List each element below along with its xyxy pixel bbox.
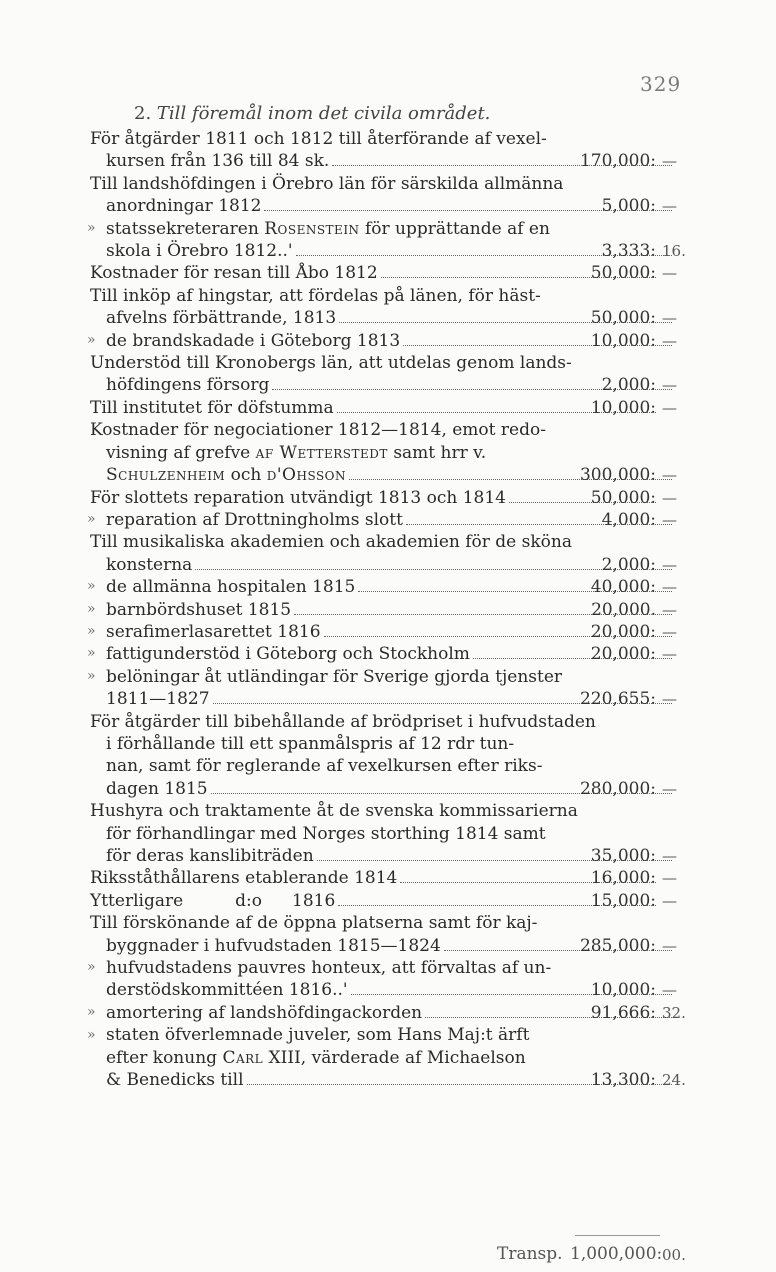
entry-text: staten öfverlemnade juveler, som Hans Maj:t ärft <box>106 1025 530 1046</box>
entry-cents: — <box>662 578 677 597</box>
entry-cents: — <box>662 488 677 507</box>
ledger-entry <box>0 643 776 665</box>
ledger-entry <box>0 800 776 867</box>
entry-year: 1816 <box>292 890 336 911</box>
ledger-entry <box>0 352 776 397</box>
section-heading <box>134 103 490 124</box>
ditto-mark: » <box>87 668 96 685</box>
entry-text: & Benedicks till <box>106 1070 244 1091</box>
entry-cents: — <box>662 466 677 485</box>
entry-text: dagen 1815 <box>106 778 208 799</box>
entry-cents: — <box>662 936 677 955</box>
ditto-abbrev: d:o <box>235 890 263 911</box>
ledger-entries <box>0 128 776 1091</box>
entry-cents: — <box>662 600 677 619</box>
entry-text <box>0 1047 776 1069</box>
person-name: d'Ohsson <box>266 465 347 486</box>
entry-text: reparation af Drottningholms slott <box>106 509 403 530</box>
ledger-entry <box>0 1024 776 1091</box>
entry-amount: 15,000: <box>590 890 656 911</box>
entry-text: Hushyra och traktamente åt de svenska kommissarierna <box>90 801 578 822</box>
ledger-entry <box>0 128 776 173</box>
entry-text: kursen från 136 till 84 sk. <box>106 151 330 172</box>
total-rule <box>575 1235 660 1236</box>
entry-text <box>0 218 776 240</box>
entry-cents: — <box>662 847 677 865</box>
entry-text: För slottets reparation utvändigt 1813 och 1814 <box>90 487 506 508</box>
entry-text: Riksståthållarens etablerande 1814 <box>90 868 398 889</box>
ledger-entry <box>0 419 776 486</box>
entry-amount: 220,655: <box>579 689 656 710</box>
entry-cents: — <box>662 264 677 283</box>
entry-text: serafimerlasarettet 1816 <box>106 621 321 642</box>
ledger-entry <box>0 487 776 509</box>
entry-text: konsterna <box>106 554 193 575</box>
entry-text-leader <box>0 262 658 284</box>
entry-cents: — <box>662 309 677 328</box>
ledger-entry <box>0 576 776 598</box>
ditto-mark: » <box>87 331 96 348</box>
entry-text: skola i Örebro 1812..' <box>106 241 293 262</box>
transport-cents: 00. <box>662 1246 686 1264</box>
transport-label: Transp. <box>497 1244 563 1264</box>
entry-text-part: samt hrr v. <box>387 442 487 463</box>
entry-amount: 10,000: <box>590 397 656 418</box>
ledger-entry <box>0 711 776 801</box>
ledger-entry <box>0 285 776 330</box>
ditto-mark: » <box>87 600 96 617</box>
ledger-entry <box>0 330 776 352</box>
entry-text: de allmänna hospitalen 1815 <box>106 577 356 598</box>
ledger-entry <box>0 218 776 263</box>
entry-text-leader <box>0 867 658 889</box>
entry-cents: — <box>662 690 677 709</box>
entry-cents: — <box>662 555 677 574</box>
entry-amount: 10,000: <box>590 980 656 1001</box>
entry-amount: 285,000: <box>579 935 656 956</box>
entry-cents: 32. <box>662 1003 686 1022</box>
page-number: 329 <box>640 72 682 96</box>
entry-amount: 170,000: <box>579 151 656 172</box>
ledger-entry <box>0 621 776 643</box>
entry-text: 1811—1827 <box>106 689 210 710</box>
entry-cents: 24. <box>662 1071 686 1090</box>
entry-text: amortering af landshöfdingackorden <box>106 1002 423 1023</box>
entry-text: fattigunderstöd i Göteborg och Stockholm <box>106 644 470 665</box>
ditto-mark: » <box>87 1027 96 1044</box>
transport-amount: 1,000,000: <box>570 1244 663 1264</box>
ledger-entry <box>0 262 776 284</box>
entry-cents: — <box>662 398 677 417</box>
entry-text: för förhandlingar med Norges storthing 1814 samt <box>106 823 546 844</box>
entry-amount: 50,000: <box>590 263 656 284</box>
entry-text: Kostnader för negociationer 1812—1814, emot redo- <box>90 420 546 441</box>
entry-amount: 10,000: <box>590 330 656 351</box>
entry-cents: — <box>662 197 677 216</box>
ledger-entry <box>0 890 776 912</box>
ditto-mark: » <box>87 510 96 527</box>
entry-cents: — <box>662 981 677 1000</box>
entry-text <box>90 890 335 912</box>
entry-text <box>0 442 776 464</box>
entry-cents: — <box>662 779 677 798</box>
entry-text <box>106 464 346 486</box>
ditto-mark: » <box>87 959 96 976</box>
entry-amount: 35,000: <box>590 846 656 866</box>
entry-cents: 16. <box>662 242 686 261</box>
entry-text-part: efter konung <box>106 1047 223 1068</box>
ditto-mark: » <box>87 622 96 639</box>
ditto-mark: » <box>87 645 96 662</box>
entry-text: de brandskadade i Göteborg 1813 <box>106 330 401 351</box>
entry-text: Till landshöfdingen i Örebro län för särskilda allmänna <box>90 173 564 194</box>
entry-text: byggnader i hufvudstaden 1815—1824 <box>106 935 441 956</box>
entry-text-part: och <box>225 465 267 486</box>
entry-amount: 16,000: <box>590 868 656 889</box>
entry-cents: — <box>662 510 677 529</box>
entry-amount: 300,000: <box>579 465 656 486</box>
entry-cents: — <box>662 645 677 664</box>
entry-text: derstödskommittéen 1816..' <box>106 980 348 1001</box>
ledger-entry <box>0 509 776 531</box>
entry-text: Till institutet för döfstumma <box>90 397 334 418</box>
entry-amount: 3,333: <box>601 241 656 262</box>
entry-amount: 40,000: <box>590 577 656 598</box>
entry-amount: 20,000: <box>590 644 656 665</box>
person-name: Carl <box>222 1047 264 1068</box>
entry-amount: 5,000: <box>601 196 656 217</box>
entry-text-part: för upprättande af en <box>364 218 550 239</box>
ledger-entry <box>0 173 776 218</box>
person-name: Rosenstein <box>264 218 360 239</box>
ledger-entry <box>0 912 776 957</box>
entry-text-leader <box>0 890 658 912</box>
section-number: 2. <box>134 103 152 124</box>
entry-amount: 13,300: <box>590 1070 656 1091</box>
entry-text-part: visning af grefve <box>106 442 256 463</box>
entry-amount: 20,000. <box>591 599 656 620</box>
ledger-entry <box>0 397 776 419</box>
entry-amount: 4,000: <box>601 509 656 530</box>
ledger-entry <box>0 531 776 576</box>
entry-amount: 50,000: <box>590 487 656 508</box>
entry-amount: 91,666: <box>590 1002 656 1023</box>
entry-text-part: XIII, värderade af Michaelson <box>263 1047 526 1068</box>
ledger-entry <box>0 599 776 621</box>
person-name: af Wetterstedt <box>255 442 388 463</box>
entry-text: Till inköp af hingstar, att fördelas på länen, för häst- <box>90 285 541 306</box>
ledger-entry <box>0 1002 776 1024</box>
entry-text: barnbördshuset 1815 <box>106 599 292 620</box>
entry-text: För åtgärder till bibehållande af brödpriset i hufvudstaden <box>90 711 596 732</box>
entry-text: Understöd till Kronobergs län, att utdelas genom lands- <box>90 353 572 374</box>
entry-amount: 2,000: <box>601 375 656 396</box>
entry-text: Kostnader för resan till Åbo 1812 <box>90 263 378 284</box>
entry-text-leader <box>0 397 658 419</box>
entry-text: afvelns förbättrande, 1813 <box>106 308 337 329</box>
entry-amount: 50,000: <box>590 308 656 329</box>
ditto-mark: » <box>87 1003 96 1020</box>
person-name: Schulzenheim <box>106 465 226 486</box>
entry-cents: — <box>662 376 677 395</box>
entry-text: hufvudstadens pauvres honteux, att förvaltas af un- <box>106 958 552 979</box>
entry-text-leader <box>0 487 658 509</box>
entry-cents: — <box>662 152 677 171</box>
entry-amount: 2,000: <box>601 554 656 575</box>
entry-text-part: statssekreteraren <box>106 218 265 239</box>
entry-cents: — <box>662 331 677 350</box>
entry-cents: — <box>662 869 677 888</box>
ditto-mark: » <box>87 578 96 595</box>
entry-text: höfdingens försorg <box>106 375 270 396</box>
ledger-entry <box>0 867 776 889</box>
entry-text-part: Ytterligare <box>90 890 184 911</box>
entry-cents: — <box>662 622 677 641</box>
ledger-entry <box>0 957 776 1002</box>
ledger-entry <box>0 666 776 711</box>
entry-text: för deras kanslibiträden <box>106 846 314 866</box>
entry-cents: — <box>662 891 677 910</box>
entry-text: belöningar åt utländingar för Sverige gjorda tjenster <box>106 666 563 687</box>
entry-text: anordningar 1812 <box>106 196 262 217</box>
entry-text: Till musikaliska akademien och akademien för de sköna <box>90 532 572 553</box>
entry-text: i förhållande till ett spanmålspris af 12 rdr tun- <box>106 733 515 754</box>
transport-row <box>0 1240 776 1264</box>
entry-text: För åtgärder 1811 och 1812 till återförande af vexel- <box>90 129 547 149</box>
entry-amount: 20,000: <box>590 621 656 642</box>
entry-text: nan, samt för reglerande af vexelkursen efter riks- <box>106 756 543 777</box>
entry-amount: 280,000: <box>579 778 656 799</box>
ditto-mark: » <box>87 220 96 237</box>
section-title: Till föremål inom det civila området. <box>156 103 491 124</box>
entry-text: Till förskönande af de öppna platserna samt för kaj- <box>90 913 538 934</box>
